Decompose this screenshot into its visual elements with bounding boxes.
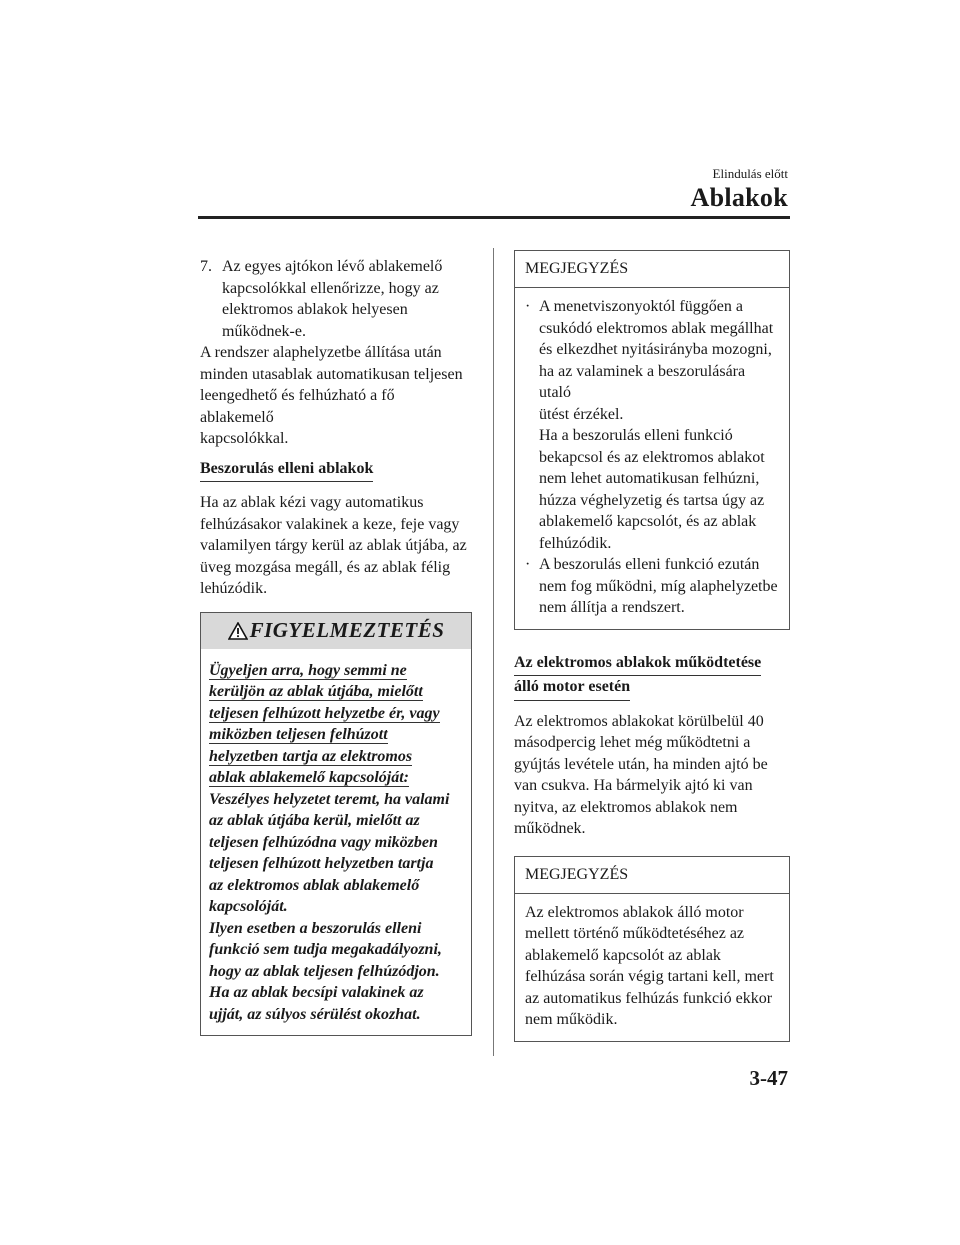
- text-line: bekapcsol és az elektromos ablakot: [539, 448, 765, 466]
- text-line: nem lehet automatikusan felhúzni,: [539, 470, 760, 487]
- text-line: A rendszer alaphelyzetbe állítása után: [200, 344, 442, 361]
- warning-underlined-line: kerüljön az ablak útjába, mielőtt: [209, 683, 423, 700]
- text-line: nyitva, az elektromos ablakok nem: [514, 798, 738, 816]
- warning-body: [201, 649, 471, 1036]
- text-line: nem működik.: [525, 1011, 618, 1028]
- note-title: MEGJEGYZÉS: [515, 251, 789, 288]
- text-line: működnek-e.: [222, 322, 306, 340]
- text-line: az automatikus felhúzás funkció ekkor: [525, 989, 773, 1007]
- text-line: A menetviszonyoktól függően a: [539, 298, 743, 315]
- text-line: működnek.: [514, 820, 586, 837]
- text-line: Ha az ablak kézi vagy automatikus: [200, 494, 424, 511]
- text-line: húzza véghelyzetig és tartsa úgy az: [539, 491, 765, 509]
- text-line: elektromos ablakok helyesen: [222, 301, 408, 318]
- page-number: 3-47: [749, 1066, 788, 1090]
- text-line: mellett történő működtetéséhez az: [525, 925, 745, 942]
- text-line: leengedhető és felhúzható a fő ablakemelő: [200, 387, 395, 426]
- text-line: felhúzásakor valakinek a keze, feje vagy: [200, 515, 460, 533]
- header-rule: [198, 216, 790, 219]
- note-body: [515, 288, 789, 629]
- warning-line: Ilyen esetben a beszorulás elleni: [209, 919, 422, 937]
- note-box-2: [514, 856, 790, 1042]
- section-header: Elindulás előtt: [712, 166, 788, 181]
- step-item: [200, 256, 472, 342]
- page-title: Ablakok: [690, 183, 788, 212]
- warning-line: funkció sem tudja megakadályozni,: [209, 941, 442, 958]
- warning-header: [201, 613, 471, 649]
- note-box: [514, 250, 790, 630]
- text-line: ütést érzékel.: [539, 405, 624, 423]
- paragraph-reset: [200, 342, 472, 450]
- text-line: üveg mozgása megáll, és az ablak félig: [200, 558, 451, 576]
- bullet-item: [525, 296, 779, 554]
- text-line: nem fog működni, míg alaphelyzetbe: [539, 577, 778, 595]
- text-line: ablakemelő kapcsolót az ablak: [525, 946, 721, 964]
- warning-box: [200, 612, 472, 1037]
- left-column: [200, 256, 472, 1036]
- text-line: gyújtás levétele után, ha minden ajtó be: [514, 755, 768, 773]
- text-line: felhúzódik.: [539, 534, 612, 552]
- warning-line: teljesen felhúzott helyzetben tartja: [209, 855, 434, 872]
- warning-line: teljesen felhúzódna vagy miközben: [209, 833, 438, 851]
- text-line: Az elektromos ablakok álló motor: [525, 903, 744, 921]
- right-column: [514, 250, 790, 1042]
- text-line: A beszorulás elleni funkció ezután: [539, 556, 760, 573]
- warning-triangle-icon: [228, 622, 248, 640]
- subheading-engine-off-line2: álló motor esetén: [514, 676, 630, 701]
- subheading-engine-off: Az elektromos ablakok működtetése: [514, 652, 761, 677]
- text-line: ablakemelő kapcsolót, és az ablak: [539, 513, 757, 530]
- text-line: nem állítja a rendszert.: [539, 599, 685, 616]
- warning-line: Ha az ablak becsípi valakinek az: [209, 984, 424, 1001]
- warning-underlined-line: helyzetben tartja az elektromos: [209, 747, 413, 765]
- text-line: Az elektromos ablakokat körülbelül 40: [514, 712, 764, 730]
- bullet-mark: ·: [525, 298, 531, 315]
- note-body: [515, 894, 789, 1041]
- warning-line: Veszélyes helyzetet teremt, ha valami: [209, 790, 450, 808]
- subheading-anti-pinch: Beszorulás elleni ablakok: [200, 458, 373, 483]
- text-line: Az egyes ajtókon lévő ablakemelő: [222, 258, 443, 275]
- warning-underlined-line: miközben teljesen felhúzott: [209, 726, 388, 743]
- step-text: [222, 256, 442, 342]
- text-line: minden utasablak automatikusan teljesen: [200, 365, 463, 383]
- warning-line: kapcsolóját.: [209, 898, 288, 915]
- note-title: MEGJEGYZÉS: [515, 857, 789, 894]
- text-line: kapcsolókkal.: [200, 430, 289, 447]
- text-line: és elkezdhet nyitásirányba mozogni,: [539, 341, 772, 358]
- text-line: ha az valaminek a beszorulására utaló: [539, 362, 746, 401]
- text-line: lehúzódik.: [200, 580, 268, 597]
- text-line: kapcsolókkal ellenőrizze, hogy az: [222, 279, 439, 297]
- bullet-item: [525, 554, 779, 619]
- warning-underlined-line: ablak ablakemelő kapcsolóját:: [209, 769, 409, 786]
- warning-title: FIGYELMEZTETÉS: [249, 617, 445, 642]
- text-line: valamilyen tárgy kerül az ablak útjába, az: [200, 537, 467, 554]
- text-line: felhúzása során végig tartani kell, mert: [525, 968, 774, 985]
- paragraph-anti-pinch: [200, 492, 472, 600]
- paragraph-engine-off: [514, 711, 790, 840]
- warning-line: az ablak útjába kerül, mielőtt az: [209, 812, 420, 829]
- warning-line: ujját, az súlyos sérülést okozhat.: [209, 1005, 421, 1023]
- step-number: 7.: [200, 258, 212, 275]
- text-line: van csukva. Ha bármelyik ajtó ki van: [514, 777, 753, 794]
- warning-line: az elektromos ablak ablakemelő: [209, 876, 420, 894]
- warning-line: hogy az ablak teljesen felhúzódjon.: [209, 962, 440, 980]
- text-line: másodpercig lehet még működtetni a: [514, 734, 751, 751]
- text-line: csukódó elektromos ablak megállhat: [539, 319, 774, 337]
- warning-underlined-line: Ügyeljen arra, hogy semmi ne: [209, 661, 407, 679]
- text-line: Ha a beszorulás elleni funkció: [539, 427, 733, 444]
- column-divider: [493, 248, 494, 1056]
- warning-underlined-line: teljesen felhúzott helyzetbe ér, vagy: [209, 704, 440, 722]
- bullet-mark: ·: [525, 556, 531, 573]
